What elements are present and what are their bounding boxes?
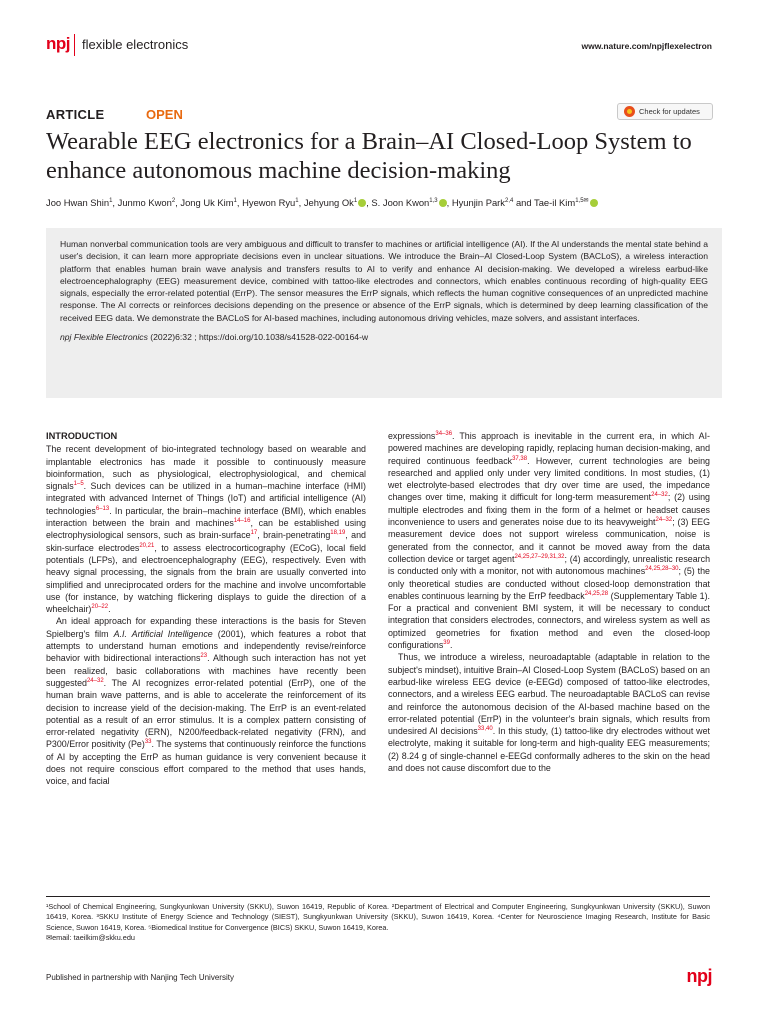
journal-url[interactable]: www.nature.com/npjflexelectron xyxy=(581,41,712,51)
reference-link[interactable]: 1–5 xyxy=(73,481,84,488)
journal-name: flexible electronics xyxy=(82,37,189,52)
paragraph: Thus, we introduce a wireless, neuroadaptable (adaptable in relation to the subject's mindset), intuitive Brain–AI Closed-Loop System (BACLoS) based on an earbud-like wireless EEG device (e-EEGd) composed of tattoo-like electrodes, connectors, and a wireless EEG earbud. The neuroadaptable BACLoS can revise and reinforce the autonomous decision of the AI-based machine based on the error-related potential (ErrP) in the volunteer's brain signals, which results from undesired AI decisions$^{33,40}$. In this study, (1) tattoo-like dry electrodes without wet electrolyte, making it suitable for long-term and high-quality EEG measurements; (2) 8.24 g of single-channel e-EEGd conformally adheres to the skin on the head and does not cause discomfort due to the xyxy=(388,652,710,774)
paragraph: An ideal approach for expanding these interactions is the basis for Steven Spielberg's film A.I. Artificial Intelligence (2001), which features a robot that attempts to understand human emotions and independently revise/reinforce behavior with bidirectional interactions$^{23}$. Although such interaction has not yet been realized, basic collaborations with machines have recently been suggested$^{24-32}$. The AI recognizes error-related potential (ErrP), one of the human brain wave patterns, and is able to accelerate the reinforcement of its decision to increase yield of the decision-making. The ErrP is an event-related potential as a result of an error stimulus. It is a complex pattern consisting of error-related negativity (ERN), N200/feedback-related negativity (FRN), and P300/Error positivity (Pe)$^{33}$. The systems that continuously reinforce the functions of AI by accepting the ErrP as human guidance is very convenient because it does not require conscious effort compared to the method that uses hands, voice, and facial xyxy=(46,616,366,787)
author-affiliation: 2 xyxy=(171,197,176,204)
citation xyxy=(60,331,708,343)
right-column xyxy=(388,430,710,774)
reference-link[interactable]: 24,25,28 xyxy=(584,590,609,597)
reference-link[interactable]: 6–13 xyxy=(95,505,110,512)
reference-link[interactable]: 18,19 xyxy=(330,530,346,537)
author-list: Joo Hwan Shin$^1$, Junmo Kwon$^2$, Jong Uk Kim$^1$, Hyewon Ryu$^1$, Jehyung Ok$^1$ , S. Joon Kwon$^{1,3}$ , Hyunjin Park$^{2,4}$ and Tae-il Kim$^{1,5✉}$ xyxy=(46,196,736,209)
section-heading-introduction: INTRODUCTION xyxy=(46,431,118,441)
reference-link[interactable]: 24,25,28–30 xyxy=(645,566,679,573)
check-updates-icon xyxy=(624,106,635,117)
reference-link[interactable]: 24–32 xyxy=(86,677,104,684)
abstract-text: Human nonverbal communication tools are very ambiguous and difficult to transfer to machines or artificial intelligence (AI). If the AI understands the mental state behind a user's decision, it can learn more appropriate decisions even in unclear situations. We introduce the Brain–AI Closed-Loop System (BACLoS), a wireless interaction platform that enables human brain wave analysis and transfers results to AI to verify and enhance AI decision-making. We developed a wireless earbud-like electroencephalography (EEG) measurement device, combined with tattoo-like electrodes and connectors, which enables continuous recording of high-quality EEG signals, especially the error-related potential (ErrP). The sensor measures the ErrP signals, which reflects the human cognitive consequences of an unpredicted machine response. The AI corrects or reinforces decisions depending on the presence or absence of the ErrP signals, which is determined by deep learning classification of the received EEG data. We demonstrate the BACLoS for AI-based machines, including autonomous driving vehicles, maze solvers, and assistant interfaces. xyxy=(60,239,708,323)
orcid-icon[interactable] xyxy=(439,199,447,207)
author-affiliation: 1 xyxy=(295,197,299,204)
reference-link[interactable]: 33 xyxy=(144,739,152,746)
publisher-partnership: Published in partnership with Nanjing Tech University xyxy=(46,973,234,982)
orcid-icon[interactable] xyxy=(590,199,598,207)
author-name[interactable]: Hyewon Ryu xyxy=(242,197,296,208)
citation-journal: npj Flexible Electronics xyxy=(60,332,148,343)
author-name[interactable]: Jehyung Ok xyxy=(303,197,354,208)
reference-link[interactable]: 17 xyxy=(250,530,258,537)
affiliations-footnote xyxy=(46,902,710,943)
check-for-updates-label: Check for updates xyxy=(639,107,700,116)
abstract-box xyxy=(46,228,722,398)
affiliations-text: ¹School of Chemical Engineering, Sungkyunkwan University (SKKU), Suwon 16419, Republic of Korea. ²Department of Electrical and Computer Engineering, Sungkyunkwan University (SKKU), Suwon 16419, Korea. ³SKKU Institute of Energy Science and Technology (SIEST), Sungkyunkwan University (SKKU), Suwon 16419, Korea. ⁴Center for Neuroscience Imaging Research, Institute for Basic Science, Suwon 16419, Korea. ⁵Biomedical Institue for Convergence (BICS) SKKU, Suwon 16419, Korea. xyxy=(46,902,710,932)
article-title: Wearable EEG electronics for a Brain–AI Closed-Loop System to enhance autonomous machine decision-making xyxy=(46,128,692,184)
footnote-divider xyxy=(46,896,710,897)
author-name[interactable]: Tae-il Kim xyxy=(534,197,576,208)
corresponding-email[interactable]: ✉email: taeilkim@skku.edu xyxy=(46,932,135,942)
reference-link[interactable]: 37,38 xyxy=(512,455,528,462)
author-affiliation: 1 xyxy=(233,197,237,204)
reference-link[interactable]: 23 xyxy=(200,653,208,660)
author-name[interactable]: Hyunjin Park xyxy=(451,197,505,208)
author-affiliation: 1,5✉ xyxy=(575,197,589,204)
reference-link[interactable]: 24,25,27–29,31,32 xyxy=(514,554,565,560)
reference-link[interactable]: 39 xyxy=(443,640,450,647)
left-column xyxy=(46,430,366,788)
check-for-updates-button[interactable] xyxy=(617,103,713,120)
reference-link[interactable]: 20,21 xyxy=(139,542,155,549)
author-name[interactable]: Jong Uk Kim xyxy=(180,197,234,208)
footer-npj-logo: npj xyxy=(686,966,712,986)
reference-link[interactable]: 24–32 xyxy=(651,492,668,499)
reference-link[interactable]: 14–16 xyxy=(233,518,251,525)
reference-link[interactable]: 33,40 xyxy=(477,726,493,733)
author-affiliation: 2,4 xyxy=(505,197,514,204)
reference-link[interactable]: 20–22 xyxy=(91,604,109,611)
author-affiliation: 1 xyxy=(109,197,113,204)
citation-doi[interactable]: (2022)6:32 ; https://doi.org/10.1038/s41528-022-00164-w xyxy=(147,332,369,343)
italic-title: A.I. Artificial Intelligence xyxy=(113,628,213,639)
reference-link[interactable]: 24–32 xyxy=(655,517,673,524)
author-name[interactable]: Junmo Kwon xyxy=(117,197,172,208)
author-affiliation: 1,3 xyxy=(429,197,438,204)
author-affiliation: 1 xyxy=(353,197,358,204)
paragraph: expressions$^{34-36}$. This approach is inevitable in the current era, in which AI-powered machines are developing rapidly, replacing human decision-making, and required continuous feedback$^{37,38}$. However, current technologies are being researched and applied only under very limited conditions. In most studies, (1) wet electrolyte-based electrodes that dry over time are used, the impedance changes over time, making it difficult for long-term measurement$^{24-32}$; (2) using multiple electrodes and fixing them in the form of a helmet or headset causes inconvenience to users and generates noise due to its heavyweight$^{24-32}$; (3) EEG measurement device does not support wireless communication, noise is generated from the connector, and it cannot be moved away from the data collection device or target agent$^{24,25,27-29,31,32}$; (4) accordingly, unrealistic research is conducted only with a monitor, not with autonomous machines$^{24,25,28-30}$; (5) the only theoretical studies are conducted without closed-loop demonstration that enables continuous learning by the ErrP feedback$^{24,25,28}$ (Supplementary Table 1). For a practical and convenient BMI system, it will be necessary to conduct integration that considers electrodes, connectors, and wireless system as well as optimized geometries for fixation method and even the closed-loop configurations$^{39}$. xyxy=(388,431,711,651)
open-access-tag: OPEN xyxy=(146,107,183,122)
orcid-icon[interactable] xyxy=(358,199,366,207)
npj-logo: npj xyxy=(46,34,70,53)
author-name[interactable]: S. Joon Kwon xyxy=(371,197,430,208)
article-type-tag: ARTICLE xyxy=(46,107,105,122)
author-name[interactable]: Joo Hwan Shin xyxy=(46,197,110,208)
reference-link[interactable]: 34–36 xyxy=(435,431,453,438)
header-divider xyxy=(74,34,75,56)
paragraph: The recent development of bio-integrated technology based on wearable and implantable electronics has made it possible to continuously measure bioinformation, such as physiological, electrophysiological, and chemical signals$^{1-5}$. Such devices can be utilized in a human–machine interface (HMI) integrated with advanced Internet of Things (IoT) and artificial intelligence (AI) technologies$^{6-13}$. In particular, the brain–machine interface (BMI), which enables interaction between the brain and machines$^{14-16}$, can be established using electrophysiological sensors, such as brain-surface$^{17}$, brain-penetrating$^{18,19}$, and skin-surface electrodes$^{20,21}$, to assess electrocorticography (ECoG), local field potentials (LFPs), and electroencephalography (EEG), respectively. Even with heavy signal processing, the signals from the brain are usually converted into simplified and unreciprocated orders for the machine and involve uncomfortable use (for instance, by watching flickering displays to guide the direction of a wheelchair)$^{20-22}$. xyxy=(46,444,366,615)
